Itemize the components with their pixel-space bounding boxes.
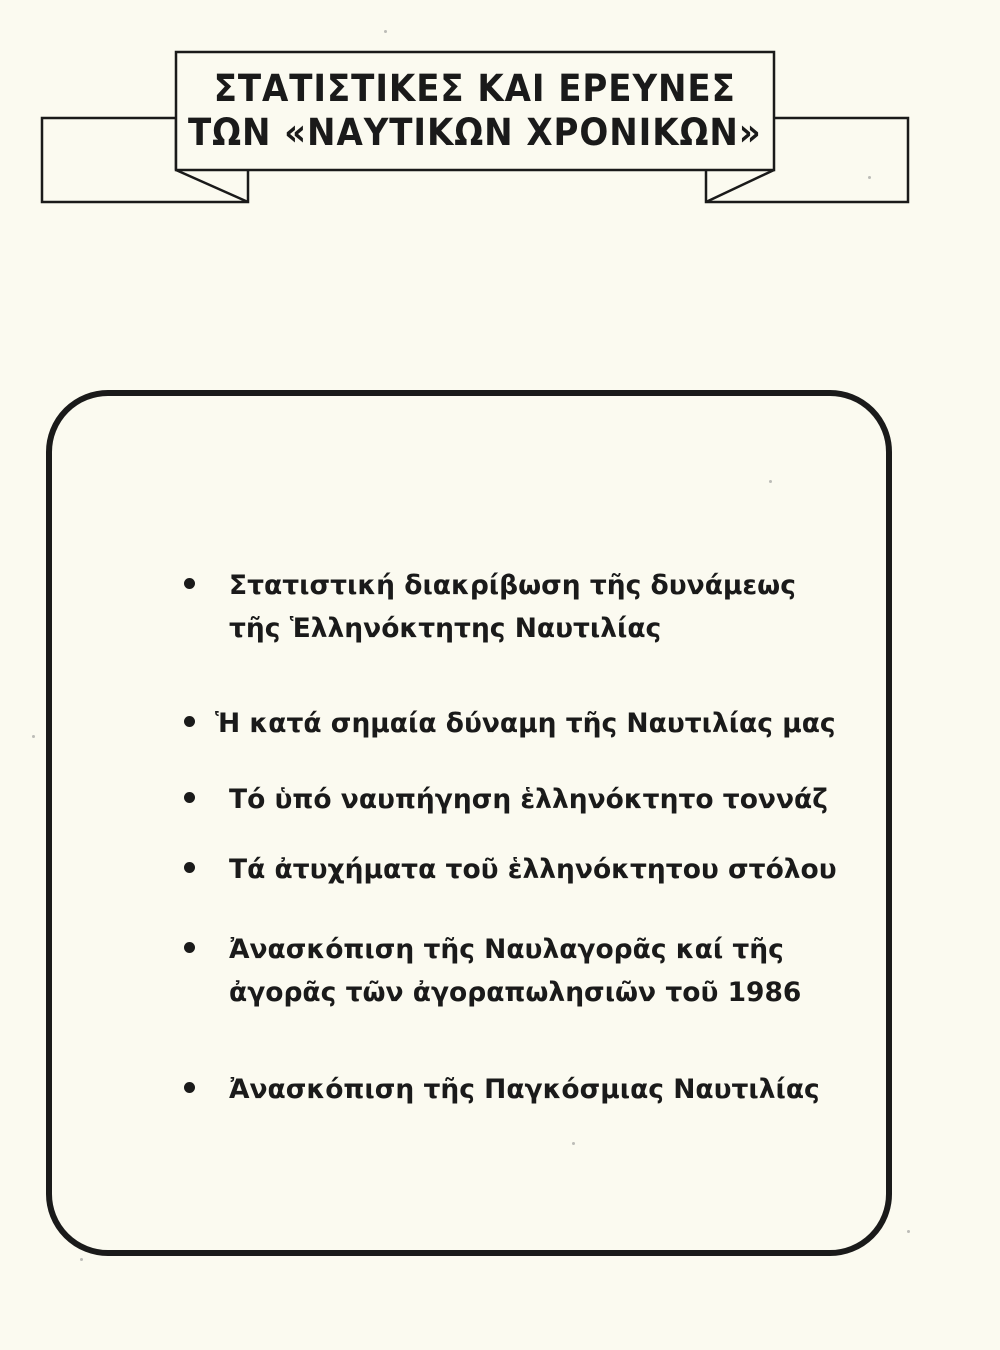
list-item xyxy=(184,848,866,891)
list-item-line: Τά ἀτυχήματα τοῦ ἑλληνόκτητου στόλου xyxy=(229,854,837,885)
list-item-text xyxy=(229,564,796,650)
list-item xyxy=(184,928,866,1014)
list-item xyxy=(184,702,866,745)
bullet-icon xyxy=(184,942,195,953)
list-item-text xyxy=(229,848,837,891)
paper-speck xyxy=(907,1230,910,1233)
bullet-icon xyxy=(184,792,195,803)
list-item-text xyxy=(229,1068,820,1111)
list-item xyxy=(184,778,866,821)
page-title xyxy=(176,52,774,170)
bullet-icon xyxy=(184,1082,195,1093)
list-item-text xyxy=(229,778,828,821)
paper-speck xyxy=(80,1258,83,1261)
bullet-icon xyxy=(184,578,195,589)
paper-speck xyxy=(32,735,35,738)
list-item xyxy=(184,1068,866,1111)
bullet-icon xyxy=(184,862,195,873)
list-item-text xyxy=(229,928,801,1014)
list-item-line: Ἡ κατά σημαία δύναμη τῆς Ναυτιλίας μας xyxy=(215,708,836,739)
page-title-line-2: ΤΩΝ «ΝΑΥΤΙΚΩΝ ΧΡΟΝΙΚΩΝ» xyxy=(188,111,762,154)
contents-list xyxy=(52,396,886,1250)
list-item-line: τῆς Ἑλληνόκτητης Ναυτιλίας xyxy=(229,613,662,644)
ribbon-left-fold xyxy=(176,170,248,202)
ribbon-right-fold xyxy=(706,170,774,202)
list-item xyxy=(184,564,866,650)
list-item-line: ἀγορᾶς τῶν ἀγοραπωλησιῶν τοῦ 1986 xyxy=(229,977,802,1008)
page-title-line-1: ΣΤΑΤΙΣΤΙΚΕΣ ΚΑΙ ΕΡΕΥΝΕΣ xyxy=(213,67,737,110)
list-item-text xyxy=(215,702,836,745)
list-item-line: Τό ὑπό ναυπήγηση ἑλληνόκτητο τοννάζ xyxy=(229,784,828,815)
list-item-line: Ἀνασκόπιση τῆς Παγκόσμιας Ναυτιλίας xyxy=(229,1074,820,1105)
contents-box xyxy=(46,390,892,1256)
list-item-line: Στατιστική διακρίβωση τῆς δυνάμεως xyxy=(229,570,796,601)
bullet-icon xyxy=(184,716,195,727)
list-item-line: Ἀνασκόπιση τῆς Ναυλαγορᾶς καί τῆς xyxy=(229,934,784,965)
